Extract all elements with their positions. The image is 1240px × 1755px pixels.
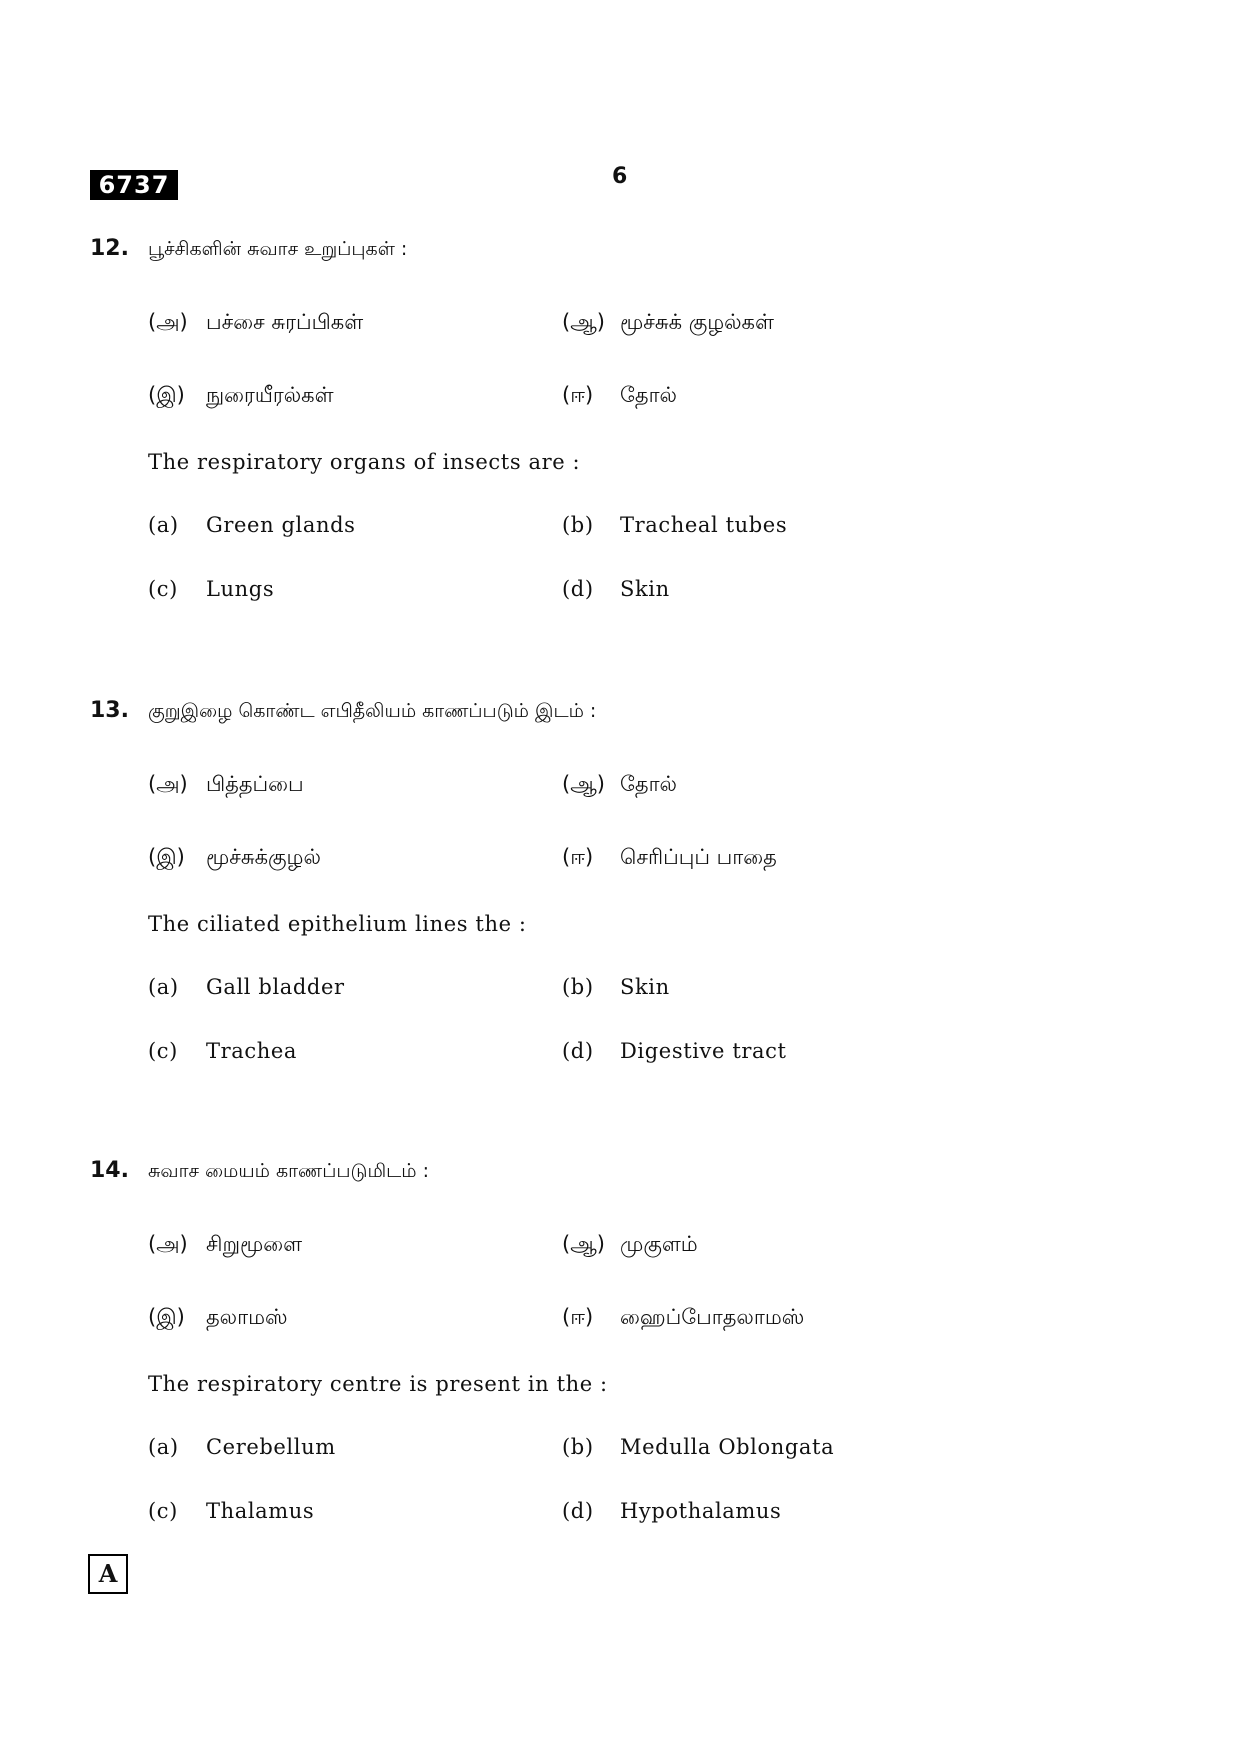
tamil-question-text: குறுஇழை கொண்ட எபிதீலியம் காணப்படும் இடம் :: [148, 700, 597, 722]
question-number: 13.: [90, 698, 129, 723]
tamil-question-text: பூச்சிகளின் சுவாச உறுப்புகள் :: [148, 238, 408, 260]
page-number: 6: [612, 164, 628, 189]
question-number: 12.: [90, 236, 129, 261]
english-question-text: The ciliated epithelium lines the :: [148, 912, 527, 936]
tamil-question-text: சுவாச மையம் காணப்படுமிடம் :: [148, 1160, 430, 1182]
question-14: 14. சுவாச மையம் காணப்படுமிடம் : (அ) சிறுமூளை (ஆ) முகுளம் (இ) தலாமஸ் (ஈ) ஹைப்போதலாமஸ் The respiratory centre is present in the : (a) Cerebellum (b) Medulla Oblongata (c) Thalamus (d) Hypothalamus: [90, 1158, 835, 1523]
english-question-text: The respiratory organs of insects are :: [148, 450, 581, 474]
question-number: 14.: [90, 1158, 129, 1183]
english-question-text: The respiratory centre is present in the :: [148, 1372, 608, 1396]
question-12: 12. பூச்சிகளின் சுவாச உறுப்புகள் : (அ) பச்சை சுரப்பிகள் (ஆ) மூச்சுக் குழல்கள் (இ) நுரையீரல்கள் (ஈ) தோல் The respiratory organs of insects are : (a) Green glands (b) Tracheal tubes (c) Lungs (d) Skin: [90, 236, 788, 601]
series-letter-box: A: [88, 1554, 128, 1594]
paper-code: 6737: [90, 170, 178, 200]
question-13: 13. குறுஇழை கொண்ட எபிதீலியம் காணப்படும் இடம் : (அ) பித்தப்பை (ஆ) தோல் (இ) மூச்சுக்குழல் (ஈ) செரிப்புப் பாதை The ciliated epithelium lines the : (a) Gall bladder (b) Skin (c) Trachea (d) Digestive tract: [90, 698, 787, 1063]
